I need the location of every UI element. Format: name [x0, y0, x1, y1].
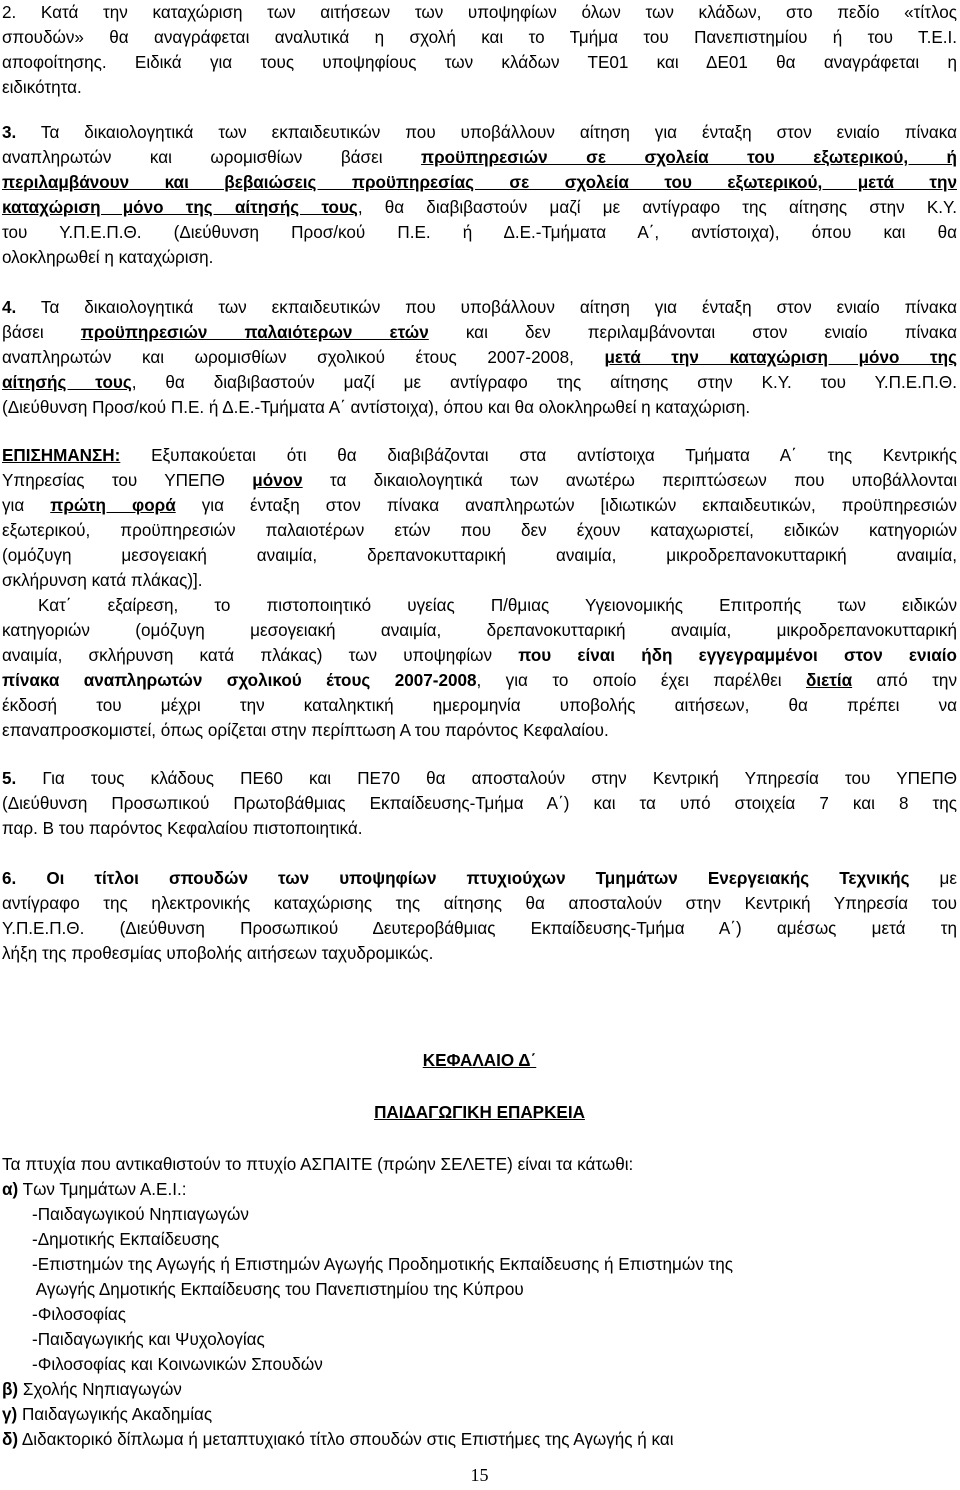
- text-segment: , θα διαβιβαστούν μαζί με αντίγραφο της αίτησης στην Κ.Υ. του Υ.Π.Ε.Π.Θ.: [131, 373, 957, 392]
- text-segment: αναιμία, σκλήρυνση κατά πλάκας) των υποψηφίων: [2, 646, 519, 665]
- list-item: -Φιλοσοφίας: [32, 1305, 126, 1324]
- text-segment: για: [2, 496, 51, 515]
- text-line: επαναπροσκομιστεί, όπως ορίζεται στην περίπτωση Α του παρόντος Κεφαλαίου.: [2, 721, 609, 740]
- text-line: [2, 766, 957, 791]
- text-segment: Εξυπακούεται ότι θα διαβιβάζονται στα αντίστοιχα Τμήματα Α΄ της Κεντρικής: [120, 446, 957, 465]
- chapter-body: [2, 1152, 957, 1452]
- text-line: Τα πτυχία που αντικαθιστούν το πτυχίο ΑΣΠΑΙΤΕ (πρώην ΣΕΛΕΤΕ) είναι τα κάτωθι:: [2, 1155, 634, 1174]
- list-item: -Φιλοσοφίας και Κοινωνικών Σπουδών: [32, 1355, 323, 1374]
- text-segment: Παιδαγωγικής Ακαδημίας: [17, 1405, 213, 1424]
- text-line: [2, 295, 957, 320]
- emphasis-text: διετία: [806, 671, 853, 690]
- text-segment: Υπηρεσίας του ΥΠΕΠΘ: [2, 471, 253, 490]
- paragraph-3: [2, 120, 957, 270]
- text-segment: Διδακτορικό δίπλωμα ή μεταπτυχιακό τίτλο σπουδών στις Επιστήμες της Αγωγής ή και: [18, 1430, 674, 1449]
- paragraph-2: [2, 0, 957, 100]
- list-item: [2, 1402, 957, 1427]
- emphasis-text: αίτησής τους: [2, 373, 132, 392]
- list-marker: γ): [2, 1405, 18, 1424]
- text-segment: αναπληρωτών και ωρομισθίων σχολικού έτους 2007-2008,: [2, 348, 605, 367]
- list-item: Αγωγής Δημοτικής Εκπαίδευσης του Πανεπιστημίου της Κύπρου: [32, 1280, 524, 1299]
- emphasis-text: προϋπηρεσιών παλαιότερων ετών: [80, 323, 429, 342]
- text-line: αντίγραφο της ηλεκτρονικής καταχώρισης της αίτησης θα αποσταλούν στην Κεντρική Υπηρεσία του: [2, 894, 957, 913]
- text-segment: αναπληρωτών και ωρομισθίων βάσει: [2, 148, 422, 167]
- text-line: 2. Κατά την καταχώριση των αιτήσεων των υποψηφίων όλων των κλάδων, στο πεδίο «τίτλος: [2, 3, 957, 22]
- text-line: [2, 370, 957, 395]
- text-line: Κατ΄ εξαίρεση, το πιστοποιητικό υγείας Π/θμιας Υγειονομικής Επιτροπής των ειδικών: [38, 596, 957, 615]
- text-segment: με: [909, 869, 957, 888]
- text-segment: Τα δικαιολογητικά των εκπαιδευτικών που υποβάλλουν αίτηση για ένταξη στον ενιαίο πίνακα: [40, 298, 957, 317]
- list-item: -Παιδαγωγικής και Ψυχολογίας: [32, 1330, 265, 1349]
- list-marker: δ): [2, 1430, 19, 1449]
- notice-section: [2, 443, 957, 743]
- text-line: [2, 643, 957, 668]
- text-line: [2, 195, 957, 220]
- emphasis-text: περιλαμβάνουν και βεβαιώσεις προϋπηρεσίας σε σχολεία του εξωτερικού, μετά την: [2, 173, 957, 192]
- text-segment: Για τους κλάδους ΠΕ60 και ΠΕ70 θα αποσταλούν στην Κεντρική Υπηρεσία του ΥΠΕΠΘ: [42, 769, 958, 788]
- list-item: -Παιδαγωγικού Νηπιαγωγών: [32, 1205, 249, 1224]
- text-line: σπουδών» θα αναγράφεται αναλυτικά η σχολή και το Τμήμα του Πανεπιστημίου ή του Τ.Ε.Ι.: [2, 28, 957, 47]
- paragraph-6: [2, 866, 957, 966]
- text-line: [2, 668, 957, 693]
- text-segment: Των Τμημάτων Α.Ε.Ι.:: [18, 1180, 187, 1199]
- emphasis-text: πίνακα αναπληρωτών σχολικού έτους 2007-2008: [2, 671, 477, 690]
- text-segment: Τα δικαιολογητικά των εκπαιδευτικών που υποβάλλουν αίτηση για ένταξη στον ενιαίο πίνακα: [40, 123, 957, 142]
- emphasis-text: μετά την καταχώριση μόνο της: [604, 348, 957, 367]
- text-line: [2, 443, 957, 468]
- text-line: [2, 345, 957, 370]
- chapter-subtitle: ΠΑΙΔΑΓΩΓΙΚΗ ΕΠΑΡΚΕΙΑ: [374, 1103, 585, 1122]
- emphasis-text: που είναι ήδη εγγεγραμμένοι στον ενιαίο: [518, 646, 957, 665]
- emphasis-text: Οι τίτλοι σπουδών των υποψηφίων πτυχιούχων Τμημάτων Ενεργειακής Τεχνικής: [16, 869, 910, 888]
- text-line: σκλήρυνση κατά πλάκας)].: [2, 571, 203, 590]
- text-line: [2, 145, 957, 170]
- text-line: [2, 320, 957, 345]
- text-line: ολοκληρωθεί η καταχώριση.: [2, 248, 214, 267]
- paragraph-4: [2, 295, 957, 420]
- text-line: [2, 866, 957, 891]
- list-marker: α): [2, 1180, 19, 1199]
- paragraph-number: 4.: [2, 298, 17, 317]
- text-line: έκδοσή του μέχρι την καταληκτική ημερομηνία υποβολής αιτήσεων, θα πρέπει να: [2, 696, 957, 715]
- text-segment: από την: [852, 671, 957, 690]
- text-line: ειδικότητα.: [2, 78, 82, 97]
- notice-label: ΕΠΙΣΗΜΑΝΣΗ:: [2, 446, 121, 465]
- text-line: παρ. Β του παρόντος Κεφαλαίου πιστοποιητικά.: [2, 819, 363, 838]
- text-line: του Υ.Π.Ε.Π.Θ. (Διεύθυνση Προσ/κού Π.Ε. ή Δ.Ε.-Τμήματα Α΄, αντίστοιχα), όπου και θα: [2, 223, 957, 242]
- text-line: λήξη της προθεσμίας υποβολής αιτήσεων ταχυδρομικώς.: [2, 944, 434, 963]
- text-segment: και δεν περιλαμβάνονται στον ενιαίο πίνακα: [428, 323, 957, 342]
- text-line: [2, 468, 957, 493]
- text-line: (Διεύθυνση Προσωπικού Πρωτοβάθμιας Εκπαίδευσης-Τμήμα Α΄) και τα υπό στοιχεία 7 και 8 της: [2, 794, 957, 813]
- emphasis-text: πρώτη φορά: [50, 496, 176, 515]
- page-number: 15: [470, 1465, 489, 1485]
- paragraph-number: 6.: [2, 869, 17, 888]
- text-segment: , θα διαβιβαστούν μαζί με αντίγραφο της αίτησης στην Κ.Υ.: [357, 198, 957, 217]
- text-segment: τα δικαιολογητικά των ανωτέρω περιπτώσεων που υποβάλλονται: [302, 471, 957, 490]
- list-item: -Επιστημών της Αγωγής ή Επιστημών Αγωγής Προδημοτικής Εκπαίδευσης ή Επιστημών της: [32, 1255, 734, 1274]
- text-line: (ομόζυγη μεσογειακή αναιμία, δρεπανοκυτταρική αναιμία, μικροδρεπανοκυτταρική αναιμία,: [2, 546, 957, 565]
- text-line: (Διεύθυνση Προσ/κού Π.Ε. ή Δ.Ε.-Τμήματα Α΄ αντίστοιχα), όπου και θα ολοκληρωθεί η καταχώριση.: [2, 398, 751, 417]
- text-line: [2, 120, 957, 145]
- text-segment: για ένταξη στον πίνακα αναπληρωτών [ιδιωτικών εκπαιδευτικών, προϋπηρεσιών: [175, 496, 957, 515]
- list-item: [2, 1177, 957, 1202]
- emphasis-text: προϋπηρεσιών σε σχολεία του εξωτερικού, ή: [421, 148, 957, 167]
- text-line: αποφοίτησης. Ειδικά για τους υποψηφίους των κλάδων ΤΕ01 και ΔΕ01 θα αναγράφεται η: [2, 53, 957, 72]
- text-line: [2, 493, 957, 518]
- list-marker: β): [2, 1380, 19, 1399]
- paragraph-5: [2, 766, 957, 841]
- list-item: -Δημοτικής Εκπαίδευσης: [32, 1230, 220, 1249]
- paragraph-number: 5.: [2, 769, 17, 788]
- list-item: [2, 1427, 957, 1452]
- text-segment: Σχολής Νηπιαγωγών: [18, 1380, 182, 1399]
- text-line: εξωτερικού, προϋπηρεσιών παλαιοτέρων ετών που δεν έχουν καταχωριστεί, ειδικών κατηγοριών: [2, 521, 957, 540]
- emphasis-text: μόνον: [252, 471, 303, 490]
- text-line: Υ.Π.Ε.Π.Θ. (Διεύθυνση Προσωπικού Δευτεροβάθμιας Εκπαίδευσης-Τμήμα Α΄) αμέσως μετά τη: [2, 919, 957, 938]
- text-line: κατηγοριών (ομόζυγη μεσογειακή αναιμία, δρεπανοκυτταρική αναιμία, μικροδρεπανοκυτταρική: [2, 621, 957, 640]
- text-segment: βάσει: [2, 323, 81, 342]
- emphasis-text: καταχώριση μόνο της αίτησής τους: [2, 198, 358, 217]
- chapter-title: ΚΕΦΑΛΑΙΟ Δ΄: [422, 1051, 537, 1070]
- text-segment: , για το οποίο έχει παρέλθει: [476, 671, 806, 690]
- paragraph-number: 3.: [2, 123, 17, 142]
- list-item: [2, 1377, 957, 1402]
